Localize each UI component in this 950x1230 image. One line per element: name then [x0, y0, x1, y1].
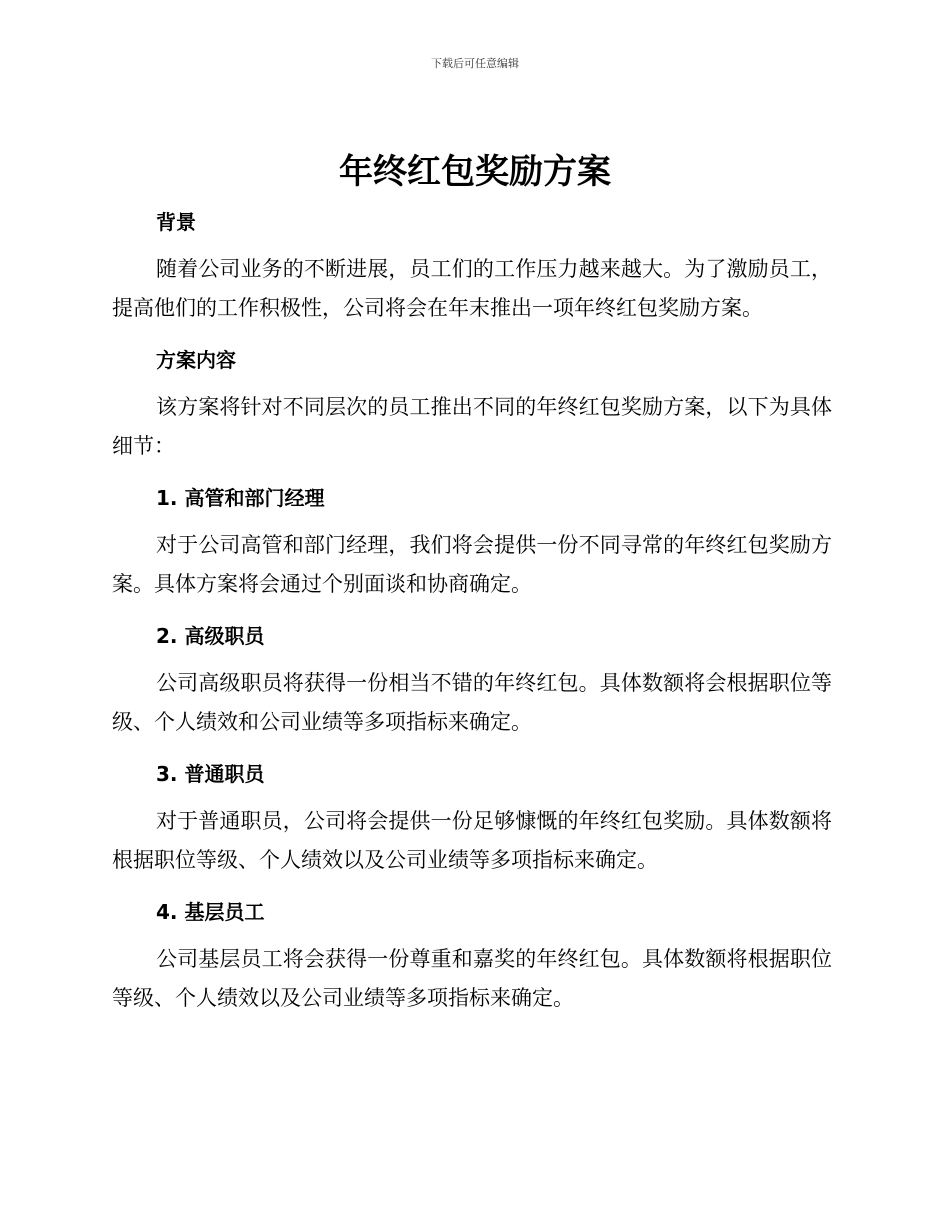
document-body: [112, 202, 832, 1018]
section-plan-content: [112, 340, 832, 478]
section-heading: 背景: [156, 210, 196, 234]
section-entry-level: [112, 892, 832, 1018]
section-paragraph: 公司基层员工将会获得一份尊重和嘉奖的年终红包。具体数额将根据职位等级、个人绩效以及公司业绩等多项指标来确定。: [112, 947, 832, 1010]
section-paragraph: 随着公司业务的不断进展，员工们的工作压力越来越大。为了激励员工，提高他们的工作积极性，公司将会在年末推出一项年终红包奖励方案。: [112, 257, 832, 320]
section-paragraph: 对于公司高管和部门经理，我们将会提供一份不同寻常的年终红包奖励方案。具体方案将会通过个别面谈和协商确定。: [112, 533, 832, 596]
section-executives: [112, 478, 832, 616]
section-senior-staff: [112, 616, 832, 754]
section-background: [112, 202, 832, 340]
section-paragraph: 该方案将针对不同层次的员工推出不同的年终红包奖励方案，以下为具体细节：: [112, 395, 832, 458]
section-heading: 4. 基层员工: [156, 900, 265, 924]
section-paragraph: 对于普通职员，公司将会提供一份足够慷慨的年终红包奖励。具体数额将根据职位等级、个人绩效以及公司业绩等多项指标来确定。: [112, 809, 832, 872]
section-heading: 方案内容: [156, 348, 236, 372]
section-heading: 3. 普通职员: [156, 762, 265, 786]
section-heading: 2. 高级职员: [156, 624, 265, 648]
page-header-note: 下载后可任意编辑: [431, 57, 519, 70]
section-regular-staff: [112, 754, 832, 892]
section-heading: 1. 高管和部门经理: [156, 486, 325, 510]
document-title: 年终红包奖励方案: [339, 152, 611, 192]
section-paragraph: 公司高级职员将获得一份相当不错的年终红包。具体数额将会根据职位等级、个人绩效和公司业绩等多项指标来确定。: [112, 671, 832, 734]
